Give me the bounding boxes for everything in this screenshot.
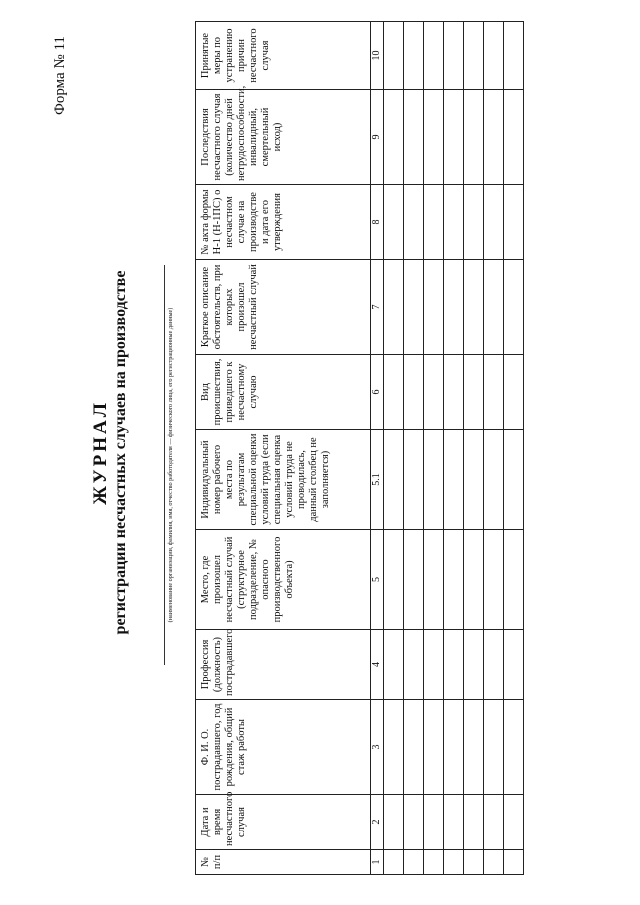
column-number: 9 xyxy=(371,90,384,185)
table-cell xyxy=(484,795,504,850)
table-cell xyxy=(444,850,464,875)
table-cell xyxy=(384,530,404,630)
table-cell xyxy=(384,22,404,90)
table-cell xyxy=(504,22,524,90)
header-cell: Краткое описание обстоятельств, при которых произошел несчастный случай xyxy=(196,260,371,355)
header-cell: Место, где произошел несчастный случай (структурное подразделение, № опасного производственного объекта) xyxy=(196,530,371,630)
table-cell xyxy=(444,530,464,630)
table-cell xyxy=(484,355,504,430)
table-cell xyxy=(484,430,504,530)
table-cell xyxy=(404,22,424,90)
table-cell xyxy=(424,355,444,430)
form-number: Форма № 11 xyxy=(52,36,68,115)
header-row xyxy=(196,22,371,875)
journal-title: ЖУРНАЛ xyxy=(90,400,111,505)
table-cell xyxy=(404,850,424,875)
table-row xyxy=(404,22,424,875)
column-number: 3 xyxy=(371,700,384,795)
table-cell xyxy=(404,700,424,795)
column-number: 8 xyxy=(371,185,384,260)
header-cell: № п/п xyxy=(196,850,371,875)
table-cell xyxy=(464,22,484,90)
table-cell xyxy=(404,530,424,630)
table-cell xyxy=(484,850,504,875)
table-cell xyxy=(444,700,464,795)
column-number: 5 xyxy=(371,530,384,630)
table-cell xyxy=(484,700,504,795)
table-cell xyxy=(444,22,464,90)
table-cell xyxy=(404,430,424,530)
header-cell: Вид происшествия, приведшего к несчастному случаю xyxy=(196,355,371,430)
table-cell xyxy=(424,630,444,700)
table-cell xyxy=(444,355,464,430)
table-cell xyxy=(464,850,484,875)
table-cell xyxy=(464,630,484,700)
table-cell xyxy=(444,795,464,850)
table-cell xyxy=(384,185,404,260)
column-number: 4 xyxy=(371,630,384,700)
table-cell xyxy=(504,430,524,530)
table-cell xyxy=(484,90,504,185)
table-cell xyxy=(404,185,424,260)
table-cell xyxy=(484,260,504,355)
table-cell xyxy=(424,700,444,795)
table-cell xyxy=(404,90,424,185)
table-cell xyxy=(444,430,464,530)
table-cell xyxy=(404,260,424,355)
table-cell xyxy=(424,90,444,185)
header-cell: Дата и время несчастного случая xyxy=(196,795,371,850)
table-cell xyxy=(424,530,444,630)
table-row xyxy=(464,22,484,875)
table-cell xyxy=(464,90,484,185)
table-cell xyxy=(464,700,484,795)
table-cell xyxy=(504,530,524,630)
table-cell xyxy=(424,795,444,850)
table-cell xyxy=(504,90,524,185)
table-cell xyxy=(484,630,504,700)
table-cell xyxy=(464,355,484,430)
table-cell xyxy=(404,355,424,430)
column-number-row xyxy=(371,22,384,875)
table-cell xyxy=(464,430,484,530)
table-cell xyxy=(424,850,444,875)
table-row xyxy=(444,22,464,875)
table-cell xyxy=(484,185,504,260)
header-cell: Последствия несчастного случая (количество дней нетрудоспособности, инвалидный, смертельный исход) xyxy=(196,90,371,185)
column-number: 1 xyxy=(371,850,384,875)
table-row xyxy=(384,22,404,875)
table-cell xyxy=(384,90,404,185)
table-cell xyxy=(384,850,404,875)
journal-subtitle: регистрации несчастных случаев на производстве xyxy=(112,270,129,635)
header-cell: Профессия (должность) пострадавшего xyxy=(196,630,371,700)
organization-caption: (наименование организации, фамилия, имя, отчество работодателя — физического лица, его регистрационные данные) xyxy=(167,307,174,623)
table-cell xyxy=(384,795,404,850)
table-cell xyxy=(444,630,464,700)
table-row xyxy=(484,22,504,875)
header-cell: Индивидуальный номер рабочего места по результатам специальной оценки условий труда (если специальная оценка условий труда не проводилась, данный столбец не заполняется) xyxy=(196,430,371,530)
table-cell xyxy=(444,90,464,185)
table-cell xyxy=(464,260,484,355)
accident-register-table xyxy=(195,21,524,875)
table-cell xyxy=(464,185,484,260)
table-cell xyxy=(504,795,524,850)
table-cell xyxy=(464,795,484,850)
header-cell: Принятые меры по устранению причин несчастного случая xyxy=(196,22,371,90)
column-number: 10 xyxy=(371,22,384,90)
table-cell xyxy=(384,700,404,795)
table-cell xyxy=(504,185,524,260)
table-cell xyxy=(504,630,524,700)
table-cell xyxy=(504,260,524,355)
column-number: 2 xyxy=(371,795,384,850)
table-cell xyxy=(484,22,504,90)
table-cell xyxy=(424,430,444,530)
table-cell xyxy=(424,185,444,260)
table-cell xyxy=(384,430,404,530)
table-cell xyxy=(404,630,424,700)
table-row xyxy=(424,22,444,875)
table-row xyxy=(504,22,524,875)
table-cell xyxy=(424,260,444,355)
table-cell xyxy=(404,795,424,850)
column-number: 6 xyxy=(371,355,384,430)
table-cell xyxy=(384,260,404,355)
organization-fill-line xyxy=(164,265,165,665)
column-number: 7 xyxy=(371,260,384,355)
table-cell xyxy=(384,630,404,700)
table-cell xyxy=(504,355,524,430)
table-cell xyxy=(504,700,524,795)
table-cell xyxy=(444,185,464,260)
table-cell xyxy=(424,22,444,90)
table-cell xyxy=(464,530,484,630)
header-cell: № акта формы Н-1 (Н-1ПС) о несчастном случае на производстве и дата его утверждения xyxy=(196,185,371,260)
column-number: 5.1 xyxy=(371,430,384,530)
table-cell xyxy=(484,530,504,630)
table-cell xyxy=(504,850,524,875)
header-cell: Ф. И. О. пострадавшего, год рождения, общий стаж работы xyxy=(196,700,371,795)
table-cell xyxy=(384,355,404,430)
table-cell xyxy=(444,260,464,355)
